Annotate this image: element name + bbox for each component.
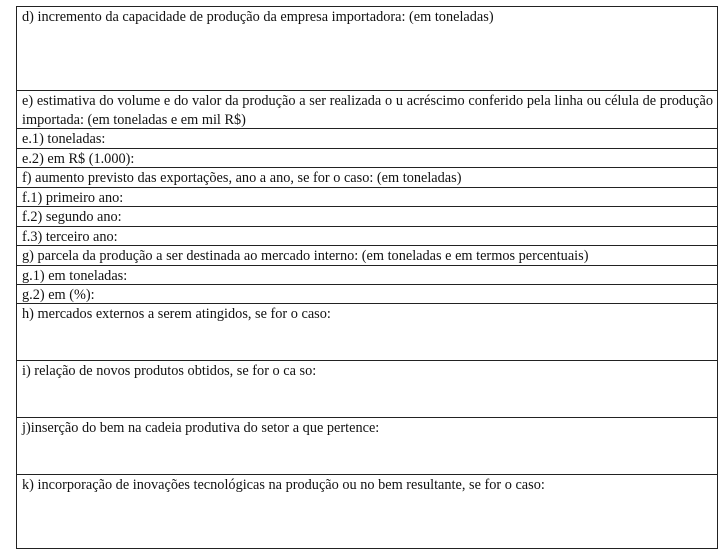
row-g1-tons: g.1) em toneladas: <box>17 265 717 285</box>
row-d-capacity-increase: d) incremento da capacidade de produção da empresa importadora: (em toneladas) <box>17 6 717 90</box>
row-g2-percent: g.2) em (%): <box>17 284 717 303</box>
row-h-external-markets: h) mercados externos a serem atingidos, se for o caso: <box>17 303 717 360</box>
row-f1-first-year: f.1) primeiro ano: <box>17 187 717 207</box>
row-f2-second-year: f.2) segundo ano: <box>17 206 717 226</box>
form-table <box>16 6 718 549</box>
row-j-supply-chain: j)inserção do bem na cadeia produtiva do setor a que pertence: <box>17 417 717 474</box>
row-k-tech-innovation: k) incorporação de inovações tecnológicas na produção ou no bem resultante, se for o caso: <box>17 474 717 549</box>
row-i-new-products: i) relação de novos produtos obtidos, se for o ca so: <box>17 360 717 417</box>
row-e-production-estimate: e) estimativa do volume e do valor da produção a ser realizada o u acréscimo conferido pela linha ou célula de produção importada: (em toneladas e em mil R$) <box>17 90 717 128</box>
row-e1-tons: e.1) toneladas: <box>17 128 717 148</box>
row-g-domestic-share: g) parcela da produção a ser destinada ao mercado interno: (em toneladas e em termos percentuais) <box>17 245 717 265</box>
row-f-exports-increase: f) aumento previsto das exportações, ano a ano, se for o caso: (em toneladas) <box>17 167 717 187</box>
row-f3-third-year: f.3) terceiro ano: <box>17 226 717 246</box>
row-e2-value: e.2) em R$ (1.000): <box>17 148 717 168</box>
